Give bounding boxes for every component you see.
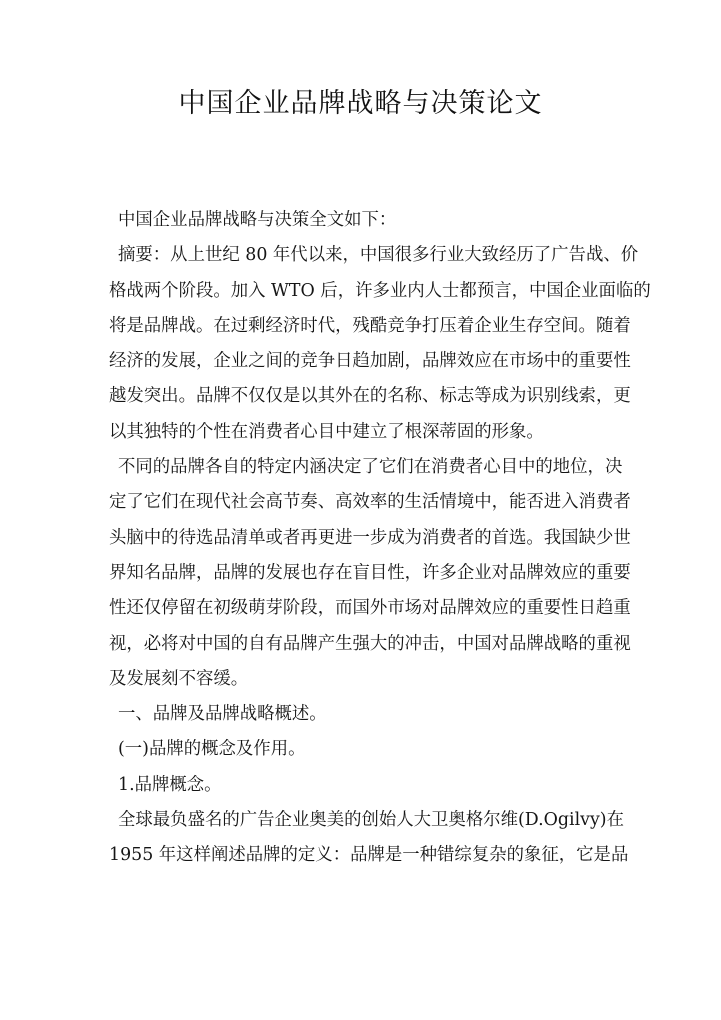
- paragraph-line: 头脑中的待选品清单或者再更进一步成为消费者的首选。我国缺少世: [109, 527, 631, 548]
- abstract-line: 格战两个阶段。加入 WTO 后，许多业内人士都预言，中国企业面临的: [109, 280, 651, 301]
- paragraph-line: 性还仅停留在初级萌芽阶段，而国外市场对品牌效应的重要性日趋重: [109, 598, 631, 619]
- paragraph-line: 全球最负盛名的广告企业奥美的创始人大卫奥格尔维(D.Ogilvy)在: [118, 810, 624, 831]
- abstract-line: 摘要：从上世纪 80 年代以来，中国很多行业大致经历了广告战、价: [118, 245, 639, 266]
- paragraph-line: 界知名品牌，品牌的发展也存在盲目性，许多企业对品牌效应的重要: [109, 562, 631, 583]
- document-title: 中国企业品牌战略与决策论文: [178, 88, 543, 119]
- abstract-line: 以其独特的个性在消费者心目中建立了根深蒂固的形象。: [109, 421, 544, 442]
- subsection-heading: (一)品牌的概念及作用。: [118, 739, 306, 760]
- abstract-line: 将是品牌战。在过剩经济时代，残酷竞争打压着企业生存空间。随着: [109, 315, 631, 336]
- abstract-line: 越发突出。品牌不仅仅是以其外在的名称、标志等成为识别线索，更: [109, 386, 631, 407]
- paragraph-line: 定了它们在现代社会高节奏、高效率的生活情境中，能否进入消费者: [109, 492, 631, 513]
- subsubsection-heading: 1.品牌概念。: [118, 774, 222, 795]
- paragraph-line: 不同的品牌各自的特定内涵决定了它们在消费者心目中的地位，决: [118, 457, 623, 478]
- document-body: [109, 203, 651, 874]
- paragraph-line: 视，必将对中国的自有品牌产生强大的冲击，中国对品牌战略的重视: [109, 633, 631, 654]
- abstract-line: 经济的发展，企业之间的竞争日趋加剧，品牌效应在市场中的重要性: [109, 351, 631, 372]
- paragraph-line: 及发展刻不容缓。: [109, 668, 249, 689]
- section-heading: 一、品牌及品牌战略概述。: [118, 704, 327, 725]
- paragraph-line: 1955 年这样阐述品牌的定义：品牌是一种错综复杂的象征，它是品: [109, 845, 629, 866]
- intro-line: 中国企业品牌战略与决策全文如下：: [118, 210, 397, 230]
